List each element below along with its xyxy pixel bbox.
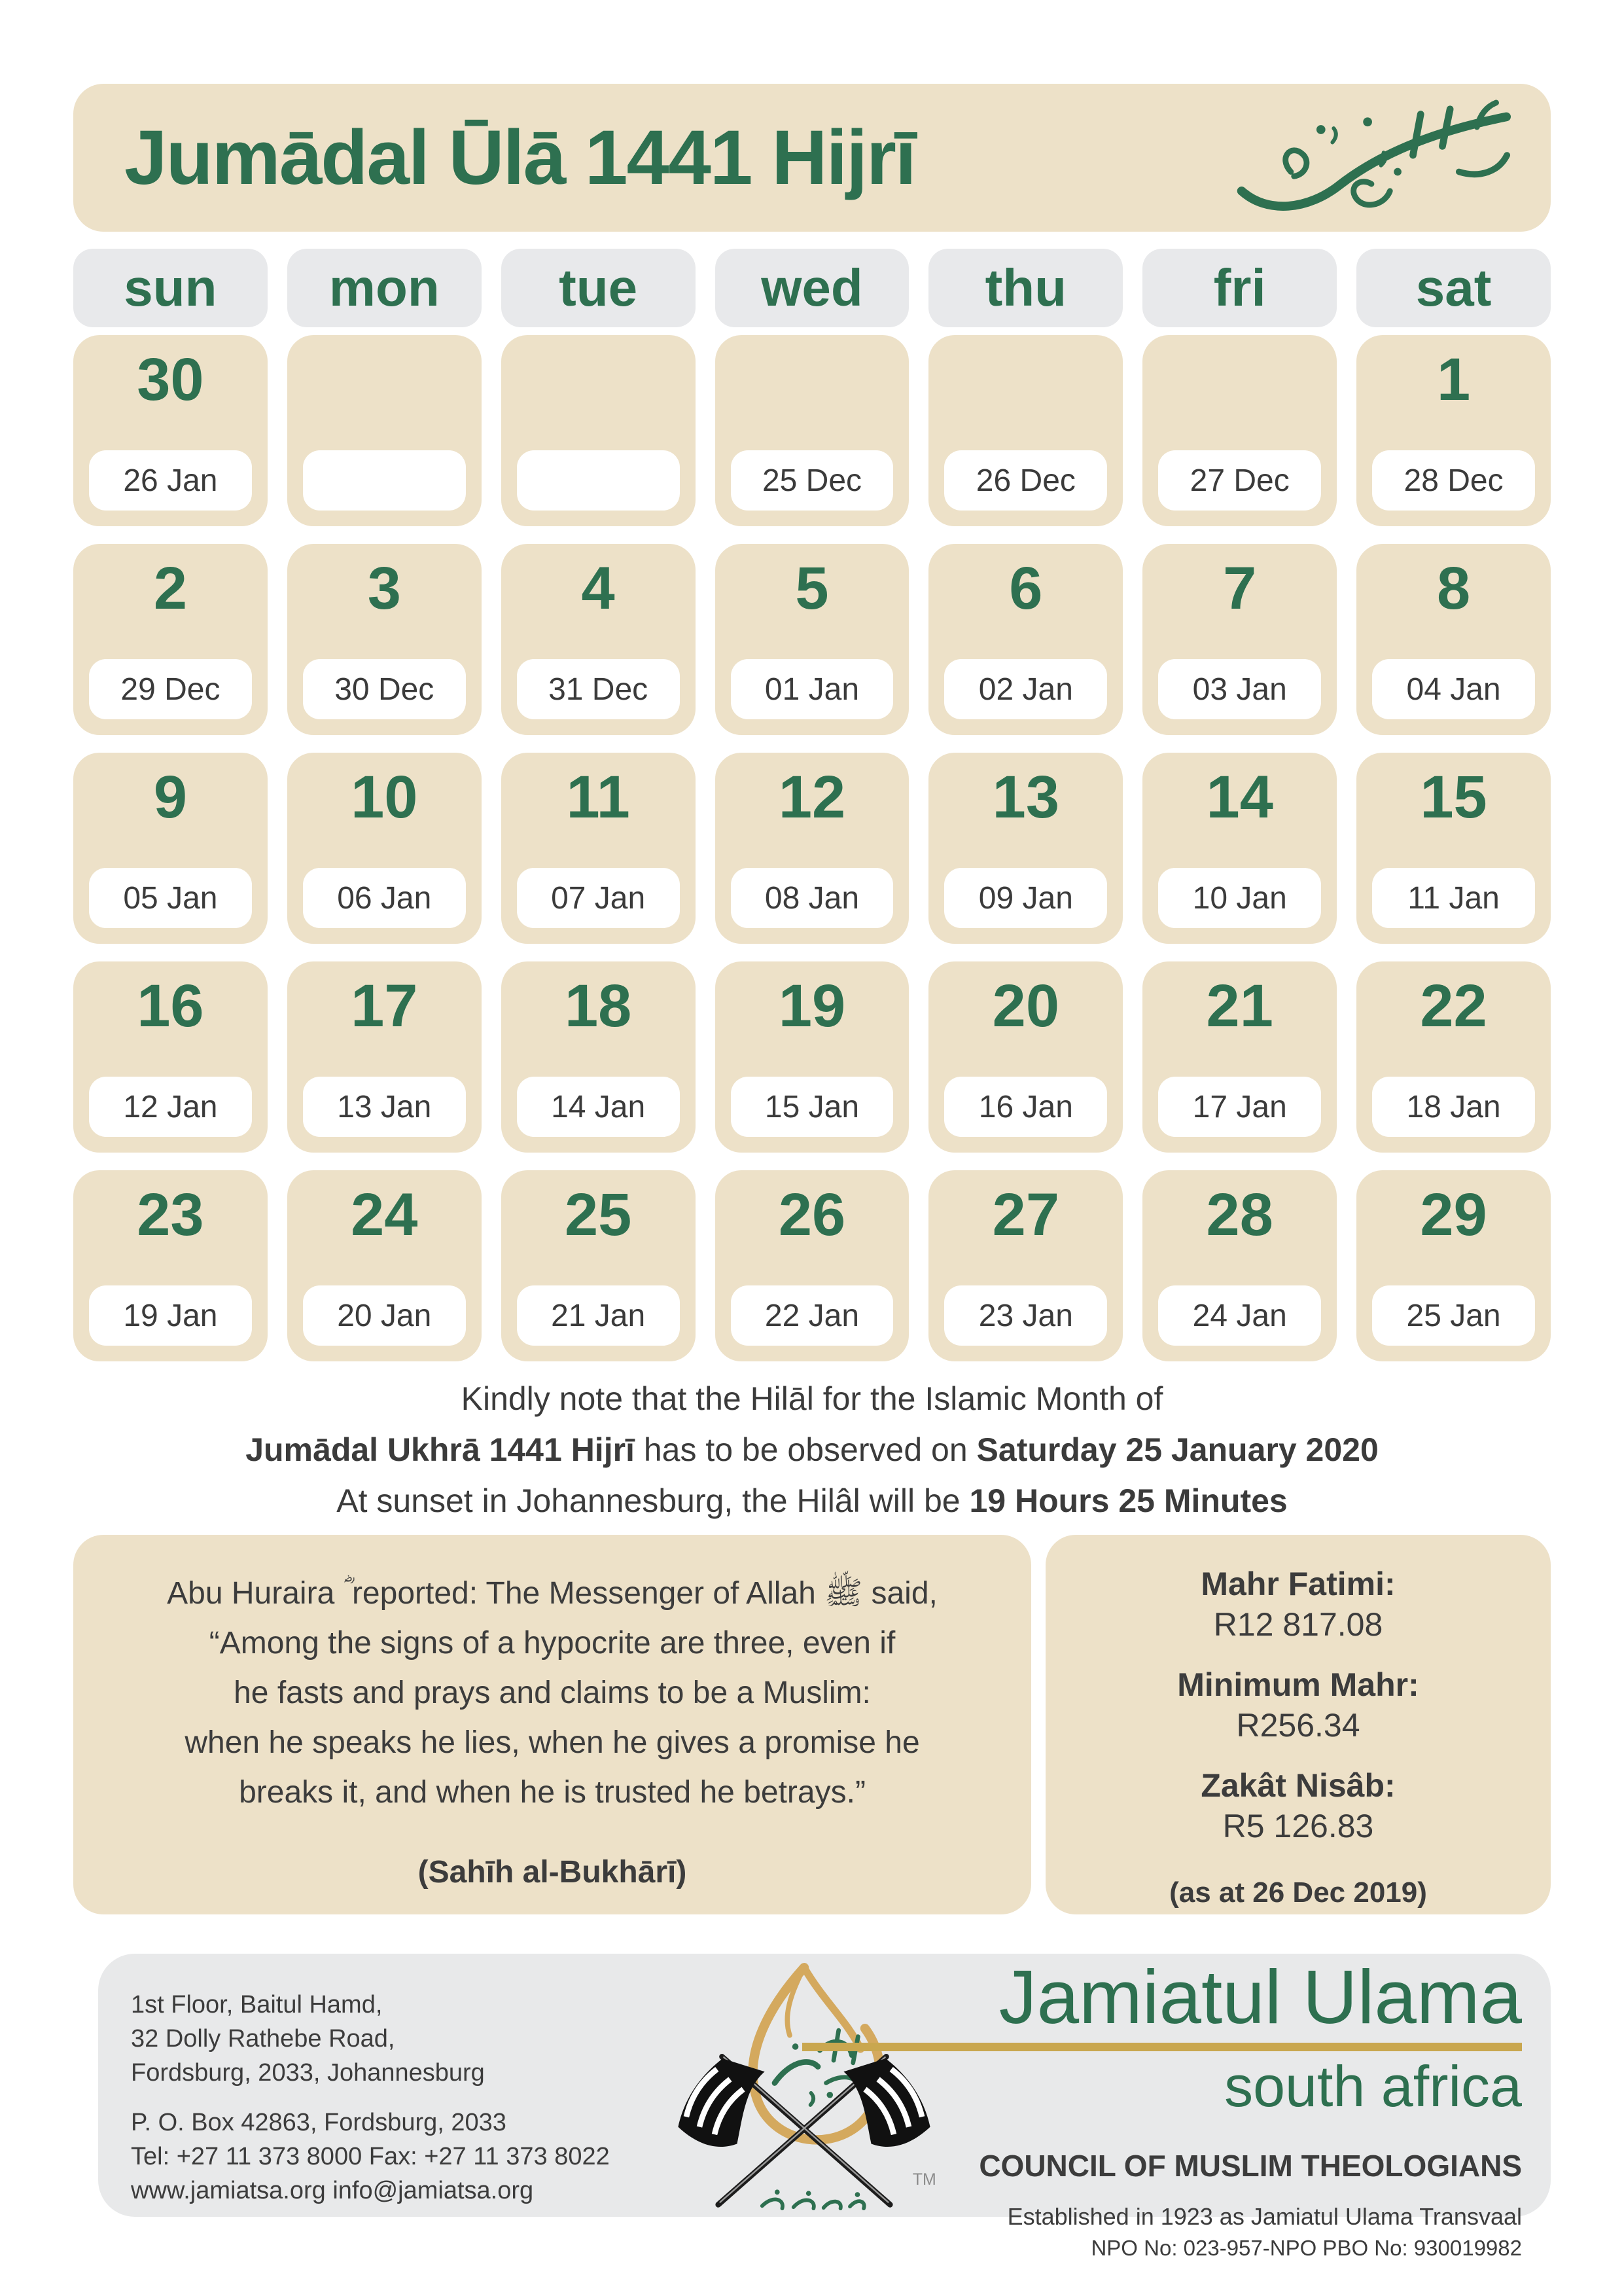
- hijri-date: 20: [992, 973, 1060, 1039]
- tm-mark: TM: [912, 2170, 936, 2189]
- calendar-cell: [1142, 961, 1337, 1153]
- weekday-tue: tue: [501, 249, 696, 327]
- hijri-date: 6: [1009, 555, 1043, 622]
- calendar-cell: [1142, 544, 1337, 735]
- address-line: 1st Floor, Baitul Hamd,: [131, 1991, 383, 2018]
- gregorian-date: 14 Jan: [517, 1077, 680, 1137]
- gregorian-date: 25 Dec: [731, 450, 894, 511]
- calendar-cell: [715, 544, 909, 735]
- hijri-date: 9: [153, 764, 187, 831]
- calendar-cell: [287, 961, 482, 1153]
- hijri-date: 30: [137, 346, 204, 413]
- calendar-cell: [1142, 753, 1337, 944]
- footer-address: [131, 1988, 485, 2090]
- hadith-line: he fasts and prays and claims to be a Muslim:: [234, 1676, 871, 1710]
- calendar-cell: [1356, 961, 1551, 1153]
- gregorian-date: 10 Jan: [1158, 868, 1321, 928]
- hijri-date: 17: [351, 973, 418, 1039]
- calendar-cell: [501, 1170, 696, 1361]
- gregorian-date: 11 Jan: [1372, 868, 1535, 928]
- left-flag: [678, 2058, 764, 2147]
- po-box-line: P. O. Box 42863, Fordsburg, 2033: [131, 2109, 506, 2136]
- address-line: 32 Dolly Rathebe Road,: [131, 2025, 395, 2053]
- council-line: COUNCIL OF MUSLIM THEOLOGIANS: [979, 2149, 1522, 2183]
- hadith-citation: (Sahīh al-Bukhārī): [417, 1855, 687, 1890]
- mahr-fatimi: [1046, 1564, 1551, 1645]
- gold-rule: [802, 2043, 1522, 2051]
- hadith-box: [73, 1535, 1031, 1914]
- gregorian-date: 03 Jan: [1158, 659, 1321, 719]
- minimum-mahr: [1046, 1664, 1551, 1746]
- calendar-cell: [501, 753, 696, 944]
- calendar-cell: [501, 335, 696, 526]
- calendar-cell: [715, 1170, 909, 1361]
- calendar-cell: [287, 753, 482, 944]
- address-line: Fordsburg, 2033, Johannesburg: [131, 2059, 485, 2087]
- hilal-notice-line3-text: At sunset in Johannesburg, the Hilâl will be: [336, 1482, 970, 1519]
- weekday-wed: wed: [715, 249, 909, 327]
- month-title: Jumādal Ūlā 1441 Hijrī: [124, 115, 915, 201]
- month-header: [73, 84, 1551, 232]
- gregorian-date: 31 Dec: [517, 659, 680, 719]
- rates-as-at-date: (as at 26 Dec 2019): [1169, 1876, 1427, 1909]
- calendar-cell: [715, 753, 909, 944]
- hijri-date: 8: [1436, 555, 1471, 622]
- hilal-age: 19 Hours 25 Minutes: [969, 1482, 1288, 1519]
- hijri-date: 13: [992, 764, 1060, 831]
- calendar-grid: [73, 335, 1551, 1361]
- arabic-month-calligraphy-icon: [1230, 94, 1511, 222]
- hijri-date: 7: [1223, 555, 1257, 622]
- calendar-cell: [287, 335, 482, 526]
- hijri-date: 4: [581, 555, 615, 622]
- calendar-cell: [1356, 335, 1551, 526]
- gregorian-date: 06 Jan: [303, 868, 466, 928]
- hijri-date: 24: [351, 1181, 418, 1248]
- gregorian-date: 26 Dec: [944, 450, 1107, 511]
- gregorian-date: 07 Jan: [517, 868, 680, 928]
- zakat-nisab-label: Zakât Nisâb:: [1201, 1767, 1396, 1804]
- hijri-date: 2: [153, 555, 187, 622]
- calendar-cell: [1142, 1170, 1337, 1361]
- gregorian-date: 26 Jan: [89, 450, 252, 511]
- gregorian-date: 22 Jan: [731, 1285, 894, 1346]
- gregorian-date: 20 Jan: [303, 1285, 466, 1346]
- hijri-date: 3: [367, 555, 401, 622]
- hijri-date: 21: [1206, 973, 1273, 1039]
- hijri-date: 16: [137, 973, 204, 1039]
- gregorian-date: 05 Jan: [89, 868, 252, 928]
- calendar-cell: [73, 1170, 268, 1361]
- gregorian-date: 27 Dec: [1158, 450, 1321, 511]
- hijri-date: 15: [1420, 764, 1487, 831]
- mahr-fatimi-value: R12 817.08: [1213, 1606, 1383, 1643]
- zakat-nisab: [1046, 1765, 1551, 1846]
- gregorian-date: 04 Jan: [1372, 659, 1535, 719]
- weekday-sat: sat: [1356, 249, 1551, 327]
- weekday-thu: thu: [928, 249, 1123, 327]
- tel-fax-line: Tel: +27 11 373 8000 Fax: +27 11 373 8022: [131, 2143, 610, 2170]
- calendar-cell: [1356, 1170, 1551, 1361]
- org-name: Jamiatul Ulama: [998, 1954, 1522, 2039]
- calendar-cell: [73, 961, 268, 1153]
- gregorian-date: 24 Jan: [1158, 1285, 1321, 1346]
- gregorian-date: 30 Dec: [303, 659, 466, 719]
- calendar-cell: [1356, 753, 1551, 944]
- gregorian-date: 16 Jan: [944, 1077, 1107, 1137]
- org-subtitle: south africa: [1224, 2054, 1522, 2119]
- hijri-date: 14: [1206, 764, 1273, 831]
- gregorian-date: 13 Jan: [303, 1077, 466, 1137]
- hijri-date: 10: [351, 764, 418, 831]
- next-month-name: Jumādal Ukhrā 1441 Hijrī: [245, 1431, 635, 1468]
- hijri-date: 12: [778, 764, 846, 831]
- calendar-cell: [501, 544, 696, 735]
- hijri-date: 19: [778, 973, 846, 1039]
- weekday-row: [73, 249, 1551, 327]
- hilal-notice: [92, 1373, 1532, 1526]
- calendar-cell: [287, 544, 482, 735]
- hijri-date: 23: [137, 1181, 204, 1248]
- gregorian-date: 18 Jan: [1372, 1077, 1535, 1137]
- gregorian-date: 12 Jan: [89, 1077, 252, 1137]
- gregorian-date: 25 Jan: [1372, 1285, 1535, 1346]
- npo-pbo-line: NPO No: 023-957-NPO PBO No: 930019982: [1091, 2236, 1522, 2260]
- hilal-notice-line3: [92, 1475, 1532, 1526]
- rates-box: [1046, 1535, 1551, 1914]
- hadith-line: Abu Huraira ؓ reported: The Messenger of Allah ﷺ said,: [167, 1576, 938, 1611]
- hijri-date: 22: [1420, 973, 1487, 1039]
- gregorian-date: 09 Jan: [944, 868, 1107, 928]
- gregorian-date: 17 Jan: [1158, 1077, 1321, 1137]
- web-email-line: www.jamiatsa.org info@jamiatsa.org: [131, 2177, 534, 2204]
- hijri-date: 29: [1420, 1181, 1487, 1248]
- gregorian-date: 08 Jan: [731, 868, 894, 928]
- calendar-cell: [501, 961, 696, 1153]
- calendar-cell: [73, 335, 268, 526]
- footer-contact: [131, 2106, 610, 2208]
- gregorian-date: 21 Jan: [517, 1285, 680, 1346]
- gregorian-date: 19 Jan: [89, 1285, 252, 1346]
- gregorian-date: 01 Jan: [731, 659, 894, 719]
- footer: [98, 1954, 1551, 2260]
- hijri-date: 25: [564, 1181, 632, 1248]
- hijri-date: 28: [1206, 1181, 1273, 1248]
- established-line: Established in 1923 as Jamiatul Ulama Transvaal: [1007, 2203, 1522, 2230]
- calendar-cell: [715, 335, 909, 526]
- weekday-fri: fri: [1142, 249, 1337, 327]
- calendar-cell: [928, 1170, 1123, 1361]
- gregorian-date: 29 Dec: [89, 659, 252, 719]
- hijri-date: 5: [795, 555, 829, 622]
- hilal-notice-line1: Kindly note that the Hilāl for the Islamic Month of: [461, 1380, 1163, 1417]
- gregorian-date: 15 Jan: [731, 1077, 894, 1137]
- hijri-date: 26: [778, 1181, 846, 1248]
- calendar-cell: [928, 753, 1123, 944]
- hadith-line: “Among the signs of a hypocrite are three, even if: [209, 1626, 896, 1660]
- gregorian-date: 28 Dec: [1372, 450, 1535, 511]
- calendar-cell: [1356, 544, 1551, 735]
- minimum-mahr-value: R256.34: [1236, 1707, 1360, 1744]
- gregorian-date: [303, 450, 466, 511]
- hijri-date: 11: [566, 764, 630, 831]
- footer-org-block: [802, 1954, 1522, 2261]
- observation-date: Saturday 25 January 2020: [976, 1431, 1379, 1468]
- calendar-cell: [928, 544, 1123, 735]
- hadith-line: breaks it, and when he is trusted he betrays.”: [239, 1775, 866, 1810]
- calendar-cell: [715, 961, 909, 1153]
- weekday-mon: mon: [287, 249, 482, 327]
- hilal-notice-line2-text: has to be observed on: [634, 1431, 977, 1468]
- minimum-mahr-label: Minimum Mahr:: [1177, 1666, 1419, 1703]
- zakat-nisab-value: R5 126.83: [1222, 1808, 1374, 1844]
- hijri-date: 27: [992, 1181, 1060, 1248]
- calendar-cell: [928, 335, 1123, 526]
- weekday-sun: sun: [73, 249, 268, 327]
- hilal-notice-line2: [92, 1424, 1532, 1475]
- hadith-line: when he speaks he lies, when he gives a promise he: [185, 1725, 920, 1760]
- gregorian-date: [517, 450, 680, 511]
- calendar-cell: [1142, 335, 1337, 526]
- hijri-date: 18: [564, 973, 632, 1039]
- calendar-cell: [287, 1170, 482, 1361]
- calendar-cell: [928, 961, 1123, 1153]
- calendar-cell: [73, 544, 268, 735]
- mahr-fatimi-label: Mahr Fatimi:: [1201, 1566, 1396, 1602]
- gregorian-date: 02 Jan: [944, 659, 1107, 719]
- hijri-date: 1: [1436, 346, 1471, 413]
- calendar-cell: [73, 753, 268, 944]
- gregorian-date: 23 Jan: [944, 1285, 1107, 1346]
